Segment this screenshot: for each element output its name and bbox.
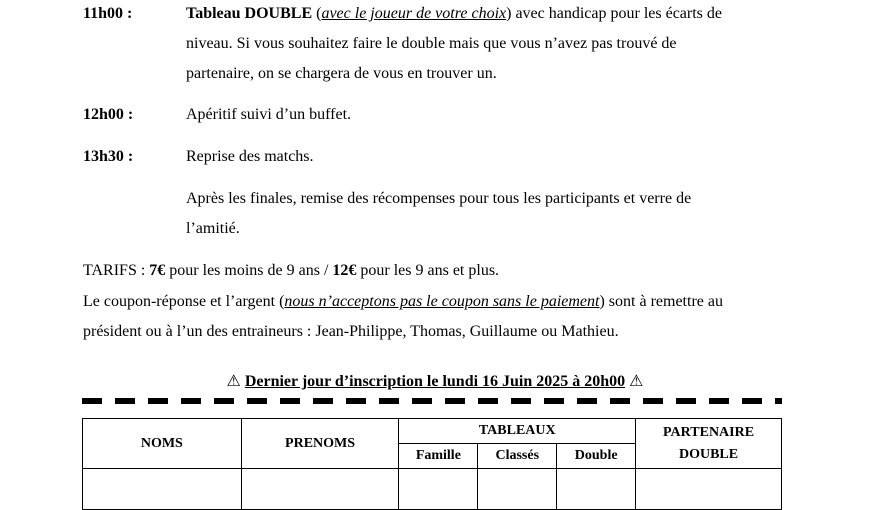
- bold-text: Tableau DOUBLE: [186, 5, 313, 22]
- cell-famille[interactable]: [399, 469, 478, 510]
- tarifs-label: TARIFS :: [83, 262, 150, 279]
- cell-double[interactable]: [557, 469, 636, 510]
- schedule-text-line: Après les finales, remise des récompenses pour tous les participants et verre de: [186, 190, 692, 207]
- price-young: 7€: [149, 262, 166, 279]
- header-noms: NOMS: [83, 419, 242, 469]
- deadline-text: Dernier jour d’inscription le lundi 16 Juin 2025 à 20h00: [244, 373, 626, 390]
- tarifs-line: [83, 261, 499, 281]
- text: Le coupon-réponse et l’argent (: [83, 293, 285, 310]
- schedule-text-line: Apéritif suivi d’un buffet.: [186, 106, 352, 123]
- cut-line-divider: [82, 398, 782, 404]
- time-label: 12h00 :: [83, 106, 134, 123]
- header-famille: Famille: [399, 444, 478, 469]
- emphasis-text: nous n’acceptons pas le coupon sans le paiement: [284, 293, 600, 310]
- price-adult: 12€: [332, 262, 357, 279]
- schedule-text-line: niveau. Si vous souhaitez faire le double mais que vous n’avez pas trouvé de: [186, 35, 677, 52]
- text: (: [312, 5, 322, 22]
- registration-table: [82, 418, 782, 510]
- header-double: Double: [557, 444, 636, 469]
- coupon-line: président ou à l’un des entraineurs : Jean-Philippe, Thomas, Guillaume ou Mathieu.: [83, 323, 619, 340]
- schedule-text-line: Reprise des matchs.: [186, 148, 314, 165]
- text: pour les moins de 9 ans /: [165, 262, 333, 279]
- text: ) sont à remettre au: [599, 293, 723, 310]
- deadline-banner: [0, 371, 870, 392]
- cell-nom[interactable]: [83, 469, 242, 510]
- schedule-text-line: [186, 4, 722, 24]
- emphasis-text: avec le joueur de votre choix: [321, 5, 507, 22]
- cell-partenaire[interactable]: [636, 469, 782, 510]
- time-label: 13h30 :: [83, 148, 134, 165]
- header-partenaire: [636, 419, 782, 469]
- schedule-text-line: l’amitié.: [186, 220, 240, 237]
- cell-prenom[interactable]: [241, 469, 399, 510]
- time-label: 11h00 :: [83, 5, 133, 22]
- coupon-line: [83, 292, 723, 312]
- table-row: [83, 469, 782, 510]
- warning-icon: ⚠: [226, 371, 241, 390]
- warning-icon: ⚠: [629, 371, 644, 390]
- header-partenaire-line1: PARTENAIRE: [663, 424, 755, 440]
- header-prenoms: PRENOMS: [241, 419, 399, 469]
- text: ) avec handicap pour les écarts de: [506, 5, 722, 22]
- header-tableaux: TABLEAUX: [399, 419, 636, 444]
- schedule-text-line: partenaire, on se chargera de vous en trouver un.: [186, 65, 497, 82]
- header-partenaire-line2: DOUBLE: [678, 446, 739, 462]
- cell-classes[interactable]: [478, 469, 557, 510]
- header-classes: Classés: [478, 444, 557, 469]
- text: pour les 9 ans et plus.: [356, 262, 500, 279]
